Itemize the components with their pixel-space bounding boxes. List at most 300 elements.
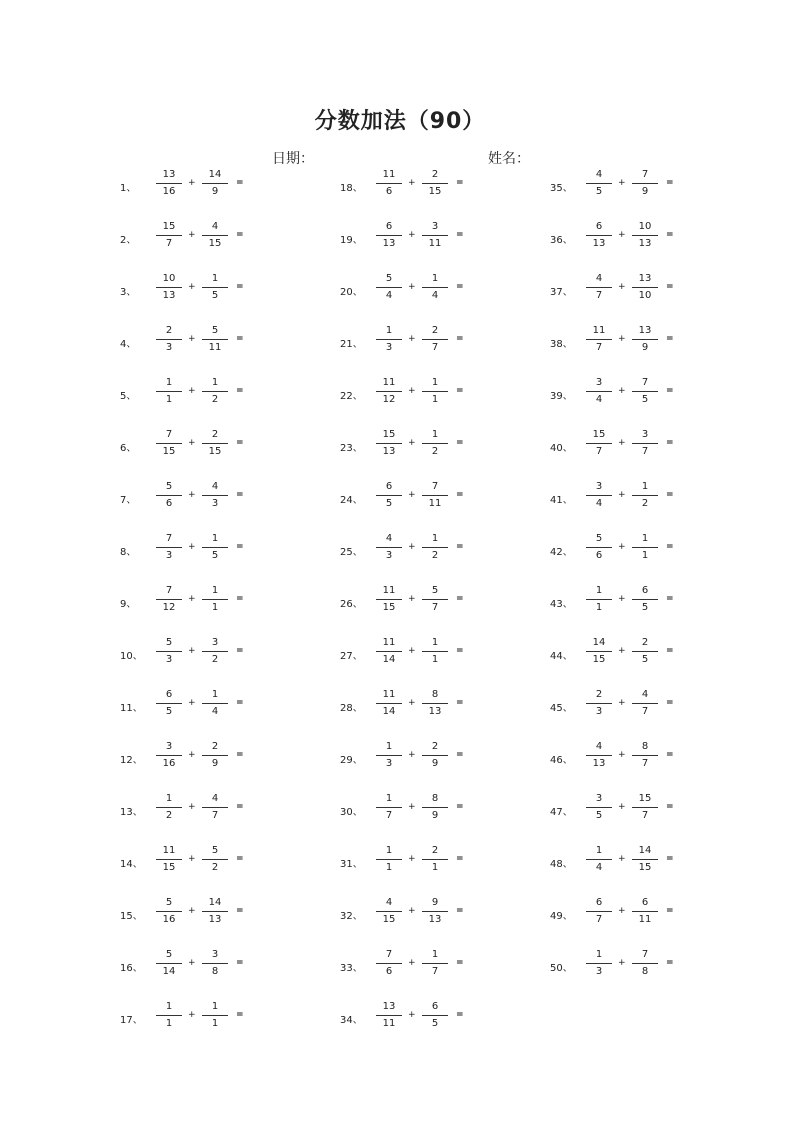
numerator: 6 — [376, 480, 402, 496]
equals-sign: = — [666, 646, 674, 656]
numerator: 15 — [156, 220, 182, 236]
denominator: 13 — [638, 238, 652, 249]
numerator: 1 — [422, 272, 448, 288]
equals-sign: = — [236, 958, 244, 968]
equals-sign: = — [666, 282, 674, 292]
plus-sign: + — [618, 230, 626, 240]
equals-sign: = — [456, 594, 464, 604]
equals-sign: = — [666, 750, 674, 760]
problem-number: 15、 — [120, 911, 143, 922]
fraction-second — [632, 428, 658, 459]
problem-number: 8、 — [120, 547, 137, 558]
denominator: 3 — [385, 342, 393, 353]
problem-item — [340, 220, 530, 272]
fraction-first — [156, 636, 182, 667]
denominator: 3 — [165, 550, 173, 561]
problem-item — [550, 896, 740, 948]
denominator: 1 — [641, 550, 649, 561]
numerator: 1 — [156, 792, 182, 808]
fraction-second — [202, 480, 228, 511]
numerator: 1 — [586, 584, 612, 600]
denominator: 11 — [428, 498, 442, 509]
numerator: 15 — [632, 792, 658, 808]
plus-sign: + — [188, 1010, 196, 1020]
fraction-first — [156, 272, 182, 303]
denominator: 1 — [385, 862, 393, 873]
denominator: 3 — [595, 966, 603, 977]
fraction-second — [202, 324, 228, 355]
problem-item — [340, 324, 530, 376]
problem-item — [550, 688, 740, 740]
problem-number: 43、 — [550, 599, 573, 610]
equals-sign: = — [666, 698, 674, 708]
problem-number: 4、 — [120, 339, 137, 350]
problem-item — [120, 428, 310, 480]
numerator: 3 — [586, 376, 612, 392]
problem-item — [550, 844, 740, 896]
problem-number: 40、 — [550, 443, 573, 454]
numerator: 3 — [202, 636, 228, 652]
denominator: 13 — [592, 238, 606, 249]
problem-item — [340, 636, 530, 688]
equals-sign: = — [666, 594, 674, 604]
denominator: 2 — [431, 446, 439, 457]
denominator: 1 — [431, 654, 439, 665]
numerator: 2 — [156, 324, 182, 340]
plus-sign: + — [618, 438, 626, 448]
fraction-first — [376, 220, 402, 251]
problem-number: 50、 — [550, 963, 573, 974]
denominator: 7 — [165, 238, 173, 249]
numerator: 11 — [376, 688, 402, 704]
fraction-first — [156, 584, 182, 615]
plus-sign: + — [618, 386, 626, 396]
fraction-first — [586, 584, 612, 615]
numerator: 1 — [202, 584, 228, 600]
plus-sign: + — [408, 542, 416, 552]
problem-column-3 — [550, 168, 740, 1000]
fraction-second — [202, 532, 228, 563]
fraction-first — [376, 428, 402, 459]
fraction-second — [422, 844, 448, 875]
equals-sign: = — [236, 750, 244, 760]
problem-item — [120, 324, 310, 376]
denominator: 9 — [431, 758, 439, 769]
fraction-second — [202, 376, 228, 407]
problem-number: 23、 — [340, 443, 363, 454]
plus-sign: + — [618, 334, 626, 344]
fraction-first — [156, 428, 182, 459]
numerator: 5 — [422, 584, 448, 600]
equals-sign: = — [456, 490, 464, 500]
fraction-first — [156, 324, 182, 355]
numerator: 11 — [376, 636, 402, 652]
equals-sign: = — [666, 334, 674, 344]
problem-column-2 — [340, 168, 530, 1052]
numerator: 1 — [376, 324, 402, 340]
fraction-first — [376, 324, 402, 355]
numerator: 6 — [376, 220, 402, 236]
problem-item — [340, 272, 530, 324]
equals-sign: = — [456, 906, 464, 916]
denominator: 13 — [382, 238, 396, 249]
problem-number: 32、 — [340, 911, 363, 922]
plus-sign: + — [188, 854, 196, 864]
problem-number: 12、 — [120, 755, 143, 766]
problem-number: 29、 — [340, 755, 363, 766]
fraction-second — [632, 168, 658, 199]
denominator: 13 — [162, 290, 176, 301]
equals-sign: = — [456, 438, 464, 448]
problem-item — [550, 792, 740, 844]
fraction-second — [422, 532, 448, 563]
denominator: 5 — [641, 654, 649, 665]
plus-sign: + — [618, 698, 626, 708]
problem-number: 46、 — [550, 755, 573, 766]
numerator: 4 — [202, 220, 228, 236]
problem-number: 9、 — [120, 599, 137, 610]
numerator: 8 — [422, 688, 448, 704]
fraction-second — [422, 636, 448, 667]
plus-sign: + — [408, 750, 416, 760]
fraction-second — [632, 480, 658, 511]
fraction-first — [156, 844, 182, 875]
problem-item — [550, 740, 740, 792]
denominator: 15 — [162, 862, 176, 873]
problem-number: 24、 — [340, 495, 363, 506]
fraction-second — [422, 792, 448, 823]
problem-item — [120, 272, 310, 324]
fraction-second — [202, 428, 228, 459]
problem-item — [340, 532, 530, 584]
numerator: 14 — [632, 844, 658, 860]
plus-sign: + — [618, 542, 626, 552]
problem-item — [340, 948, 530, 1000]
fraction-first — [156, 376, 182, 407]
equals-sign: = — [236, 230, 244, 240]
problem-item — [550, 948, 740, 1000]
equals-sign: = — [236, 178, 244, 188]
fraction-second — [422, 688, 448, 719]
problem-item — [120, 948, 310, 1000]
equals-sign: = — [456, 282, 464, 292]
problem-number: 28、 — [340, 703, 363, 714]
problem-number: 25、 — [340, 547, 363, 558]
numerator: 6 — [632, 896, 658, 912]
numerator: 1 — [586, 948, 612, 964]
numerator: 1 — [422, 376, 448, 392]
equals-sign: = — [456, 646, 464, 656]
numerator: 10 — [632, 220, 658, 236]
fraction-second — [632, 948, 658, 979]
denominator: 7 — [211, 810, 219, 821]
denominator: 13 — [592, 758, 606, 769]
denominator: 13 — [428, 914, 442, 925]
problem-item — [340, 584, 530, 636]
fraction-second — [422, 168, 448, 199]
denominator: 2 — [211, 394, 219, 405]
denominator: 4 — [431, 290, 439, 301]
fraction-first — [586, 844, 612, 875]
equals-sign: = — [456, 386, 464, 396]
plus-sign: + — [618, 750, 626, 760]
numerator: 2 — [586, 688, 612, 704]
fraction-first — [586, 480, 612, 511]
denominator: 2 — [211, 862, 219, 873]
fraction-second — [202, 584, 228, 615]
problem-number: 44、 — [550, 651, 573, 662]
problem-item — [340, 792, 530, 844]
problem-number: 18、 — [340, 183, 363, 194]
fraction-second — [202, 948, 228, 979]
numerator: 1 — [156, 1000, 182, 1016]
fraction-second — [422, 584, 448, 615]
plus-sign: + — [188, 802, 196, 812]
problem-number: 27、 — [340, 651, 363, 662]
equals-sign: = — [456, 802, 464, 812]
equals-sign: = — [236, 334, 244, 344]
equals-sign: = — [236, 906, 244, 916]
fraction-first — [586, 948, 612, 979]
problem-number: 31、 — [340, 859, 363, 870]
plus-sign: + — [188, 438, 196, 448]
plus-sign: + — [408, 230, 416, 240]
plus-sign: + — [618, 958, 626, 968]
fraction-second — [422, 220, 448, 251]
equals-sign: = — [666, 542, 674, 552]
numerator: 3 — [632, 428, 658, 444]
numerator: 2 — [422, 844, 448, 860]
fraction-first — [586, 740, 612, 771]
numerator: 9 — [422, 896, 448, 912]
numerator: 6 — [422, 1000, 448, 1016]
fraction-first — [156, 480, 182, 511]
problem-number: 10、 — [120, 651, 143, 662]
denominator: 9 — [211, 186, 219, 197]
numerator: 4 — [586, 168, 612, 184]
denominator: 7 — [641, 758, 649, 769]
problem-item — [550, 636, 740, 688]
fraction-first — [586, 168, 612, 199]
fraction-second — [202, 220, 228, 251]
numerator: 4 — [376, 896, 402, 912]
plus-sign: + — [188, 906, 196, 916]
numerator: 2 — [422, 168, 448, 184]
numerator: 8 — [422, 792, 448, 808]
denominator: 2 — [641, 498, 649, 509]
numerator: 1 — [376, 792, 402, 808]
problem-number: 1、 — [120, 183, 137, 194]
denominator: 1 — [211, 602, 219, 613]
numerator: 7 — [156, 584, 182, 600]
fraction-second — [202, 1000, 228, 1031]
equals-sign: = — [666, 386, 674, 396]
fraction-second — [422, 428, 448, 459]
denominator: 5 — [641, 394, 649, 405]
denominator: 15 — [428, 186, 442, 197]
denominator: 7 — [595, 914, 603, 925]
denominator: 15 — [208, 238, 222, 249]
page-title: 分数加法（90） — [314, 109, 486, 134]
numerator: 3 — [586, 792, 612, 808]
problem-item — [550, 220, 740, 272]
denominator: 7 — [641, 810, 649, 821]
plus-sign: + — [408, 594, 416, 604]
fraction-first — [376, 584, 402, 615]
equals-sign: = — [456, 334, 464, 344]
plus-sign: + — [188, 490, 196, 500]
date-label: 日期： — [272, 151, 314, 167]
plus-sign: + — [188, 594, 196, 604]
fraction-second — [632, 636, 658, 667]
fraction-second — [202, 168, 228, 199]
fraction-first — [376, 168, 402, 199]
numerator: 1 — [422, 428, 448, 444]
plus-sign: + — [408, 1010, 416, 1020]
plus-sign: + — [188, 334, 196, 344]
denominator: 14 — [382, 706, 396, 717]
fraction-first — [156, 948, 182, 979]
denominator: 1 — [211, 1018, 219, 1029]
plus-sign: + — [618, 490, 626, 500]
problem-item — [550, 168, 740, 220]
problem-number: 47、 — [550, 807, 573, 818]
denominator: 5 — [595, 810, 603, 821]
problem-item — [550, 480, 740, 532]
numerator: 13 — [632, 324, 658, 340]
numerator: 5 — [156, 636, 182, 652]
problem-number: 5、 — [120, 391, 137, 402]
problem-item — [550, 376, 740, 428]
plus-sign: + — [188, 386, 196, 396]
fraction-first — [586, 636, 612, 667]
numerator: 2 — [422, 740, 448, 756]
denominator: 16 — [162, 758, 176, 769]
numerator: 3 — [422, 220, 448, 236]
fraction-first — [376, 844, 402, 875]
problem-item — [120, 220, 310, 272]
denominator: 9 — [211, 758, 219, 769]
numerator: 4 — [202, 480, 228, 496]
denominator: 3 — [165, 654, 173, 665]
fraction-first — [156, 740, 182, 771]
plus-sign: + — [408, 282, 416, 292]
denominator: 5 — [211, 550, 219, 561]
fraction-second — [422, 324, 448, 355]
denominator: 7 — [641, 446, 649, 457]
numerator: 6 — [586, 220, 612, 236]
denominator: 7 — [431, 966, 439, 977]
problem-number: 48、 — [550, 859, 573, 870]
problem-item — [120, 688, 310, 740]
numerator: 1 — [632, 532, 658, 548]
fraction-first — [376, 948, 402, 979]
equals-sign: = — [666, 490, 674, 500]
problem-number: 13、 — [120, 807, 143, 818]
equals-sign: = — [666, 438, 674, 448]
denominator: 9 — [431, 810, 439, 821]
numerator: 7 — [422, 480, 448, 496]
problem-number: 35、 — [550, 183, 573, 194]
numerator: 15 — [586, 428, 612, 444]
denominator: 13 — [428, 706, 442, 717]
equals-sign: = — [236, 1010, 244, 1020]
numerator: 14 — [202, 168, 228, 184]
problem-number: 33、 — [340, 963, 363, 974]
fraction-first — [586, 688, 612, 719]
problem-number: 30、 — [340, 807, 363, 818]
problem-item — [120, 636, 310, 688]
equals-sign: = — [666, 906, 674, 916]
fraction-second — [202, 272, 228, 303]
denominator: 4 — [595, 394, 603, 405]
denominator: 8 — [641, 966, 649, 977]
equals-sign: = — [456, 958, 464, 968]
equals-sign: = — [236, 386, 244, 396]
numerator: 5 — [156, 896, 182, 912]
fraction-second — [632, 324, 658, 355]
problem-number: 45、 — [550, 703, 573, 714]
plus-sign: + — [408, 334, 416, 344]
denominator: 3 — [165, 342, 173, 353]
denominator: 4 — [595, 862, 603, 873]
problem-number: 7、 — [120, 495, 137, 506]
problem-item — [120, 480, 310, 532]
plus-sign: + — [188, 958, 196, 968]
fraction-second — [632, 272, 658, 303]
denominator: 7 — [385, 810, 393, 821]
denominator: 5 — [165, 706, 173, 717]
denominator: 15 — [208, 446, 222, 457]
equals-sign: = — [456, 854, 464, 864]
denominator: 5 — [211, 290, 219, 301]
problem-item — [340, 428, 530, 480]
problem-number: 38、 — [550, 339, 573, 350]
denominator: 16 — [162, 914, 176, 925]
fraction-first — [586, 324, 612, 355]
numerator: 7 — [156, 532, 182, 548]
problem-number: 20、 — [340, 287, 363, 298]
plus-sign: + — [618, 282, 626, 292]
plus-sign: + — [618, 178, 626, 188]
numerator: 2 — [202, 740, 228, 756]
fraction-first — [376, 1000, 402, 1031]
numerator: 1 — [202, 376, 228, 392]
problem-number: 2、 — [120, 235, 137, 246]
problem-number: 17、 — [120, 1015, 143, 1026]
numerator: 5 — [156, 948, 182, 964]
equals-sign: = — [456, 750, 464, 760]
fraction-first — [586, 896, 612, 927]
problem-number: 6、 — [120, 443, 137, 454]
numerator: 14 — [586, 636, 612, 652]
plus-sign: + — [408, 906, 416, 916]
denominator: 12 — [382, 394, 396, 405]
denominator: 15 — [162, 446, 176, 457]
numerator: 13 — [376, 1000, 402, 1016]
denominator: 11 — [208, 342, 222, 353]
denominator: 7 — [595, 342, 603, 353]
problem-item — [120, 584, 310, 636]
plus-sign: + — [408, 802, 416, 812]
denominator: 5 — [595, 186, 603, 197]
denominator: 3 — [385, 758, 393, 769]
denominator: 13 — [208, 914, 222, 925]
denominator: 14 — [162, 966, 176, 977]
fraction-first — [156, 896, 182, 927]
numerator: 4 — [376, 532, 402, 548]
problem-item — [550, 428, 740, 480]
